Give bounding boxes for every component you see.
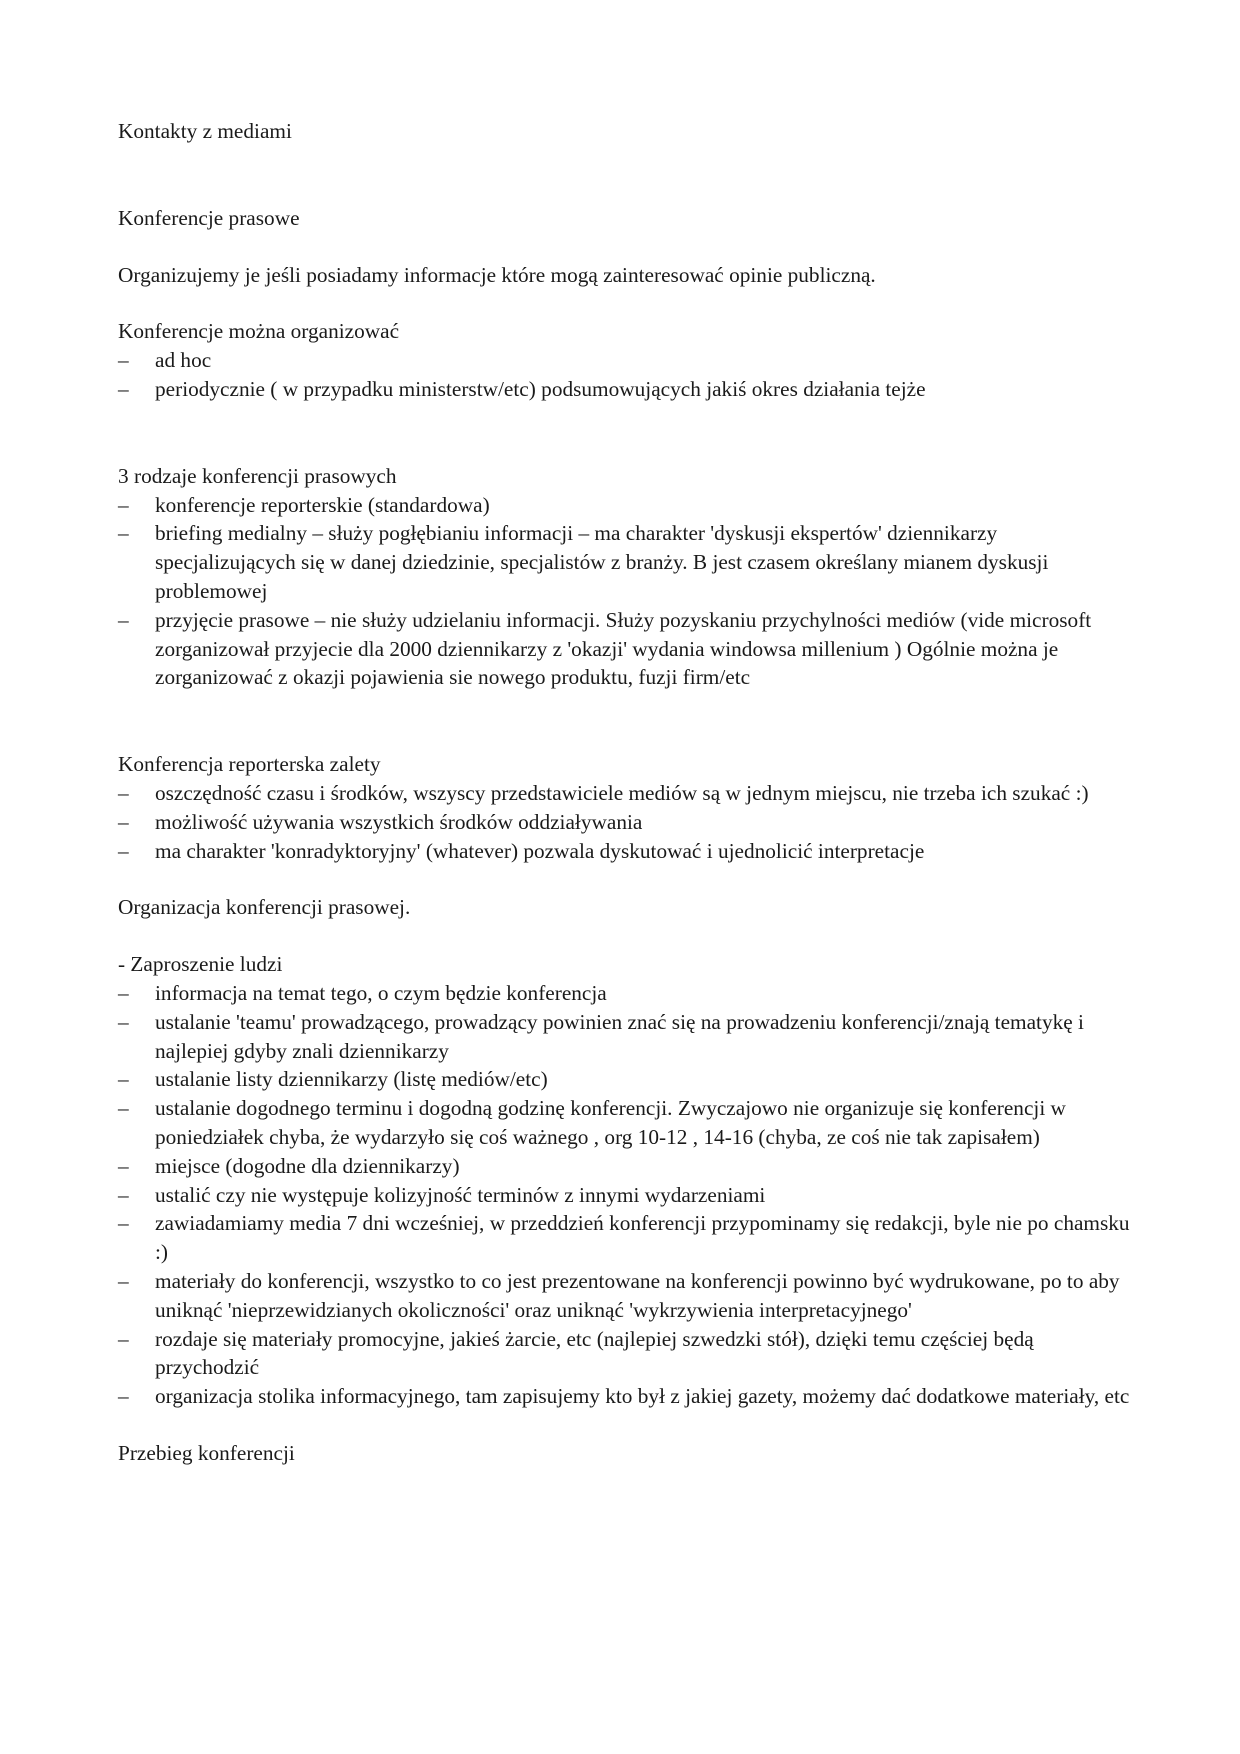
list-item [118,808,1130,837]
list-item [118,1181,1130,1210]
list-item-text: przyjęcie prasowe – nie służy udzielaniu informacji. Służy pozyskaniu przychylności mediów (vide microsoft zorganizował przyjecie dla 2000 dziennikarzy z 'okazji' wydania windowsa millenium ) Ogólnie można je zorganizować z okazji pojawienia sie nowego produktu, fuzji firm/etc [155,607,1092,690]
list-item-text: organizacja stolika informacyjnego, tam zapisujemy kto był z jakiej gazety, możemy dać dodatkowe materiały, etc [155,1384,1130,1409]
section-heading-press-conferences: Konferencje prasowe [118,205,300,230]
list-dash: – [118,809,129,834]
list-item [118,1152,1130,1181]
organization-heading: Organizacja konferencji prasowej. [118,895,411,920]
list-dash: – [118,838,129,863]
document-title: Kontakty z mediami [118,119,292,143]
list-dash: – [118,1009,129,1034]
list-item [118,606,1130,692]
list-dash: – [118,521,129,546]
list-dash: – [118,980,129,1005]
list-dash: – [118,492,129,517]
list-item [118,375,1130,404]
list-item-text: informacja na temat tego, o czym będzie konferencja [155,980,607,1005]
list-dash: – [118,1096,129,1121]
list-item-text: ustalanie listy dziennikarzy (listę mediów/etc) [155,1067,548,1092]
list-item [118,1065,1130,1094]
list-item [118,779,1130,808]
list-dash: – [118,1182,129,1207]
list-dash: – [118,780,129,805]
invite-heading: - Zaproszenie ludzi [118,952,283,977]
list-item [118,1267,1130,1325]
list-dash: – [118,1384,129,1409]
list-item-text: materiały do konferencji, wszystko to co jest prezentowane na konferencji powinno być wydrukowane, po to aby uniknąć 'nieprzewidzianych okoliczności' oraz uniknąć 'wykrzywienia interpretacyjnego' [155,1268,1120,1322]
advantages-heading: Konferencja reporterska zalety [118,752,381,777]
list-item-text: rozdaje się materiały promocyjne, jakieś żarcie, etc (najlepiej szwedzki stół), dzięki temu częściej będą przychodzić [155,1326,1034,1380]
list-item [118,1325,1130,1383]
list-item [118,1008,1130,1066]
types-list [118,491,1130,693]
list-item [118,1094,1130,1152]
list-dash: – [118,1153,129,1178]
list-item [118,1382,1130,1411]
types-heading: 3 rodzaje konferencji prasowych [118,463,397,488]
list-dash: – [118,1067,129,1092]
list-item-text: miejsce (dogodne dla dziennikarzy) [155,1153,460,1178]
list-item [118,1209,1130,1267]
list-dash: – [118,376,129,401]
list-item-text: oszczędność czasu i środków, wszyscy przedstawiciele mediów są w jednym miejscu, nie trzeba ich szukać :) [155,780,1089,805]
list-item-text: ustalić czy nie występuje kolizyjność terminów z innymi wydarzeniami [155,1182,766,1207]
list-item-text: konferencje reporterskie (standardowa) [155,492,490,517]
course-heading: Przebieg konferencji [118,1440,295,1465]
list-item-text: ad hoc [155,348,212,373]
list-item-text: periodycznie ( w przypadku ministerstw/etc) podsumowujących jakiś okres działania tejże [155,376,926,401]
list-dash: – [118,1268,129,1293]
list-item-text: ustalanie 'teamu' prowadzącego, prowadzący powinien znać się na prowadzeniu konferencji/znają tematykę i najlepiej gdyby znali dziennikarzy [155,1009,1084,1063]
list-item [118,979,1130,1008]
list-dash: – [118,607,129,632]
list-dash: – [118,1326,129,1351]
list-item [118,346,1130,375]
intro-paragraph: Organizujemy je jeśli posiadamy informacje które mogą zainteresować opinie publiczną. [118,262,876,287]
list-item [118,519,1130,605]
list-item-text: ustalanie dogodnego terminu i dogodną godzinę konferencji. Zwyczajowo nie organizuje się konferencji w poniedziałek chyba, że wydarzyło się coś ważnego , org 10-12 , 14-16 (chyba, ze coś nie tak zapisałem) [155,1096,1066,1149]
list-item-text: ma charakter 'konradyktoryjny' (whatever) pozwala dyskutować i ujednolicić interpretacje [155,838,925,863]
list-item-text: zawiadamiamy media 7 dni wcześniej, w przeddzień konferencji przypominamy się redakcji, byle nie po chamsku :) [155,1211,1130,1265]
list-dash: – [118,1211,129,1236]
list-item-text: briefing medialny – służy pogłębianiu informacji – ma charakter 'dyskusji ekspertów' dziennikarzy specjalizujących się w danej dziedzinie, specjalistów z branży. B jest czasem określany mianem dyskusji problemowej [155,521,1049,603]
advantages-list [118,779,1130,865]
organize-heading: Konferencje można organizować [118,319,400,344]
list-item-text: możliwość używania wszystkich środków oddziaływania [155,809,643,834]
list-dash: – [118,348,129,373]
list-item [118,491,1130,520]
list-item [118,837,1130,866]
organize-list [118,346,1130,404]
invite-list [118,979,1130,1411]
